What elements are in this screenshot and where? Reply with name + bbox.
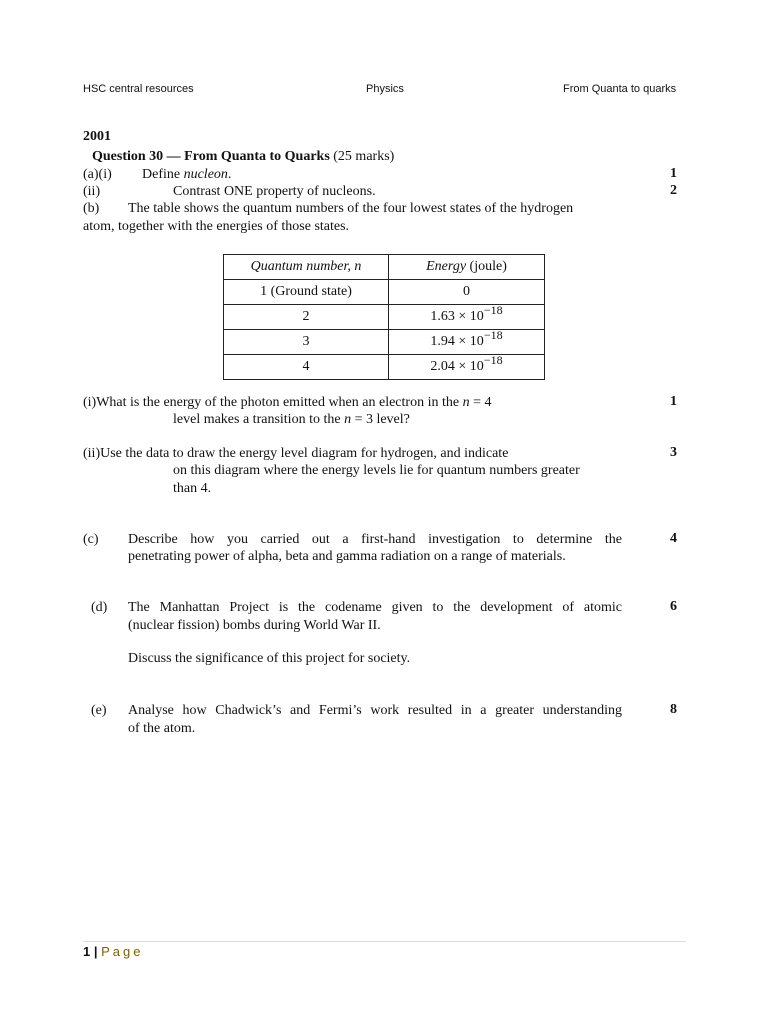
table-cell-n: 1 (Ground state): [224, 280, 389, 305]
energy-base: 2.04 × 10: [430, 359, 484, 374]
table-cell-energy: [389, 280, 545, 305]
energy-table: [223, 254, 545, 380]
part-c-label: (c): [83, 532, 99, 547]
part-c-line2: penetrating power of alpha, beta and gamma radiation on a range of materials.: [128, 549, 566, 564]
exam-year: 2001: [83, 129, 111, 144]
part-b-line1: The table shows the quantum numbers of the four lowest states of the hydrogen: [128, 201, 574, 216]
part-b-ii-marks: 3: [670, 445, 677, 460]
table-row: [224, 330, 545, 355]
part-b-i-line1-pre: (i)What is the energy of the photon emitted when an electron in the: [83, 395, 463, 410]
part-a-i-pre: Define: [142, 167, 184, 182]
page-separator: |: [93, 944, 98, 959]
part-b-ii-line3: than 4.: [173, 481, 212, 496]
part-e-line1: Analyse how Chadwick’s and Fermi’s work resulted in a greater understanding: [128, 703, 622, 718]
table-cell-energy: [389, 305, 545, 330]
energy-exponent: −18: [483, 328, 503, 342]
footer-divider: [83, 941, 686, 942]
energy-base: 0: [463, 284, 470, 299]
part-b-label: (b): [83, 201, 100, 216]
part-b-ii-line2: on this diagram where the energy levels lie for quantum numbers greater: [173, 463, 580, 478]
part-c-marks: 4: [670, 531, 677, 546]
page-footer: [83, 944, 144, 959]
table-row: [224, 355, 545, 380]
page-word: Page: [101, 944, 144, 959]
part-d-label: (d): [91, 600, 108, 615]
part-b-i-var: n: [462, 395, 470, 410]
table-cell-n: 2: [224, 305, 389, 330]
header-left: HSC central resources: [83, 83, 194, 95]
table-header-energy-em: Energy: [426, 259, 467, 274]
header-right: From Quanta to quarks: [563, 83, 677, 95]
energy-exponent: −18: [483, 353, 503, 367]
part-b-i-line2-pre: level makes a transition to the: [173, 412, 345, 427]
part-b-i-line1: [83, 394, 491, 411]
part-a-i-post: .: [227, 167, 232, 182]
part-a-ii-text: Contrast ONE property of nucleons.: [173, 184, 376, 199]
header-center: Physics: [366, 83, 404, 95]
part-b-ii-line1: (ii)Use the data to draw the energy level diagram for hydrogen, and indicate: [83, 446, 509, 461]
table-cell-n: 4: [224, 355, 389, 380]
part-b-line2: atom, together with the energies of those states.: [83, 219, 350, 234]
part-b-i-marks: 1: [670, 394, 677, 409]
table-cell-energy: [389, 330, 545, 355]
table-row: [224, 280, 545, 305]
part-a-i-marks: 1: [670, 166, 677, 181]
part-a-i-text: [142, 166, 231, 183]
part-b-i-line2-post: = 3 level?: [351, 412, 410, 427]
part-e-marks: 8: [670, 702, 677, 717]
part-b-i-line1-post: = 4: [469, 395, 492, 410]
part-c-line1: Describe how you carried out a first-hand investigation to determine the: [128, 532, 622, 547]
part-a-ii-label: (ii): [83, 184, 101, 199]
part-a-ii-marks: 2: [670, 183, 677, 198]
table-row: [224, 305, 545, 330]
part-d-line1: The Manhattan Project is the codename given to the development of atomic: [128, 600, 622, 615]
part-d-line2: (nuclear fission) bombs during World War II.: [128, 618, 381, 633]
table-header-row: [224, 255, 545, 280]
part-a-i-term: nucleon: [183, 167, 228, 182]
energy-base: 1.94 × 10: [430, 334, 484, 349]
part-e-label: (e): [91, 703, 107, 718]
page-number: 1: [83, 944, 91, 959]
part-b-i-var: n: [344, 412, 352, 427]
part-b-i-line2: [173, 411, 410, 428]
part-d-marks: 6: [670, 599, 677, 614]
part-a-i-label: (a)(i): [83, 167, 112, 182]
table-cell-energy: [389, 355, 545, 380]
question-title-text: Question 30 — From Quanta to Quarks: [92, 149, 330, 164]
table-cell-n: 3: [224, 330, 389, 355]
energy-exponent: −18: [483, 303, 503, 317]
energy-base: 1.63 × 10: [430, 309, 484, 324]
question-title: [92, 148, 394, 165]
part-e-line2: of the atom.: [128, 721, 196, 736]
table-header-quantum: Quantum number, n: [224, 255, 389, 280]
part-d-line3: Discuss the significance of this project for society.: [128, 651, 411, 666]
question-marks-text: (25 marks): [333, 149, 395, 164]
table-header-energy: [389, 255, 545, 280]
table-header-energy-unit: (joule): [466, 259, 507, 274]
